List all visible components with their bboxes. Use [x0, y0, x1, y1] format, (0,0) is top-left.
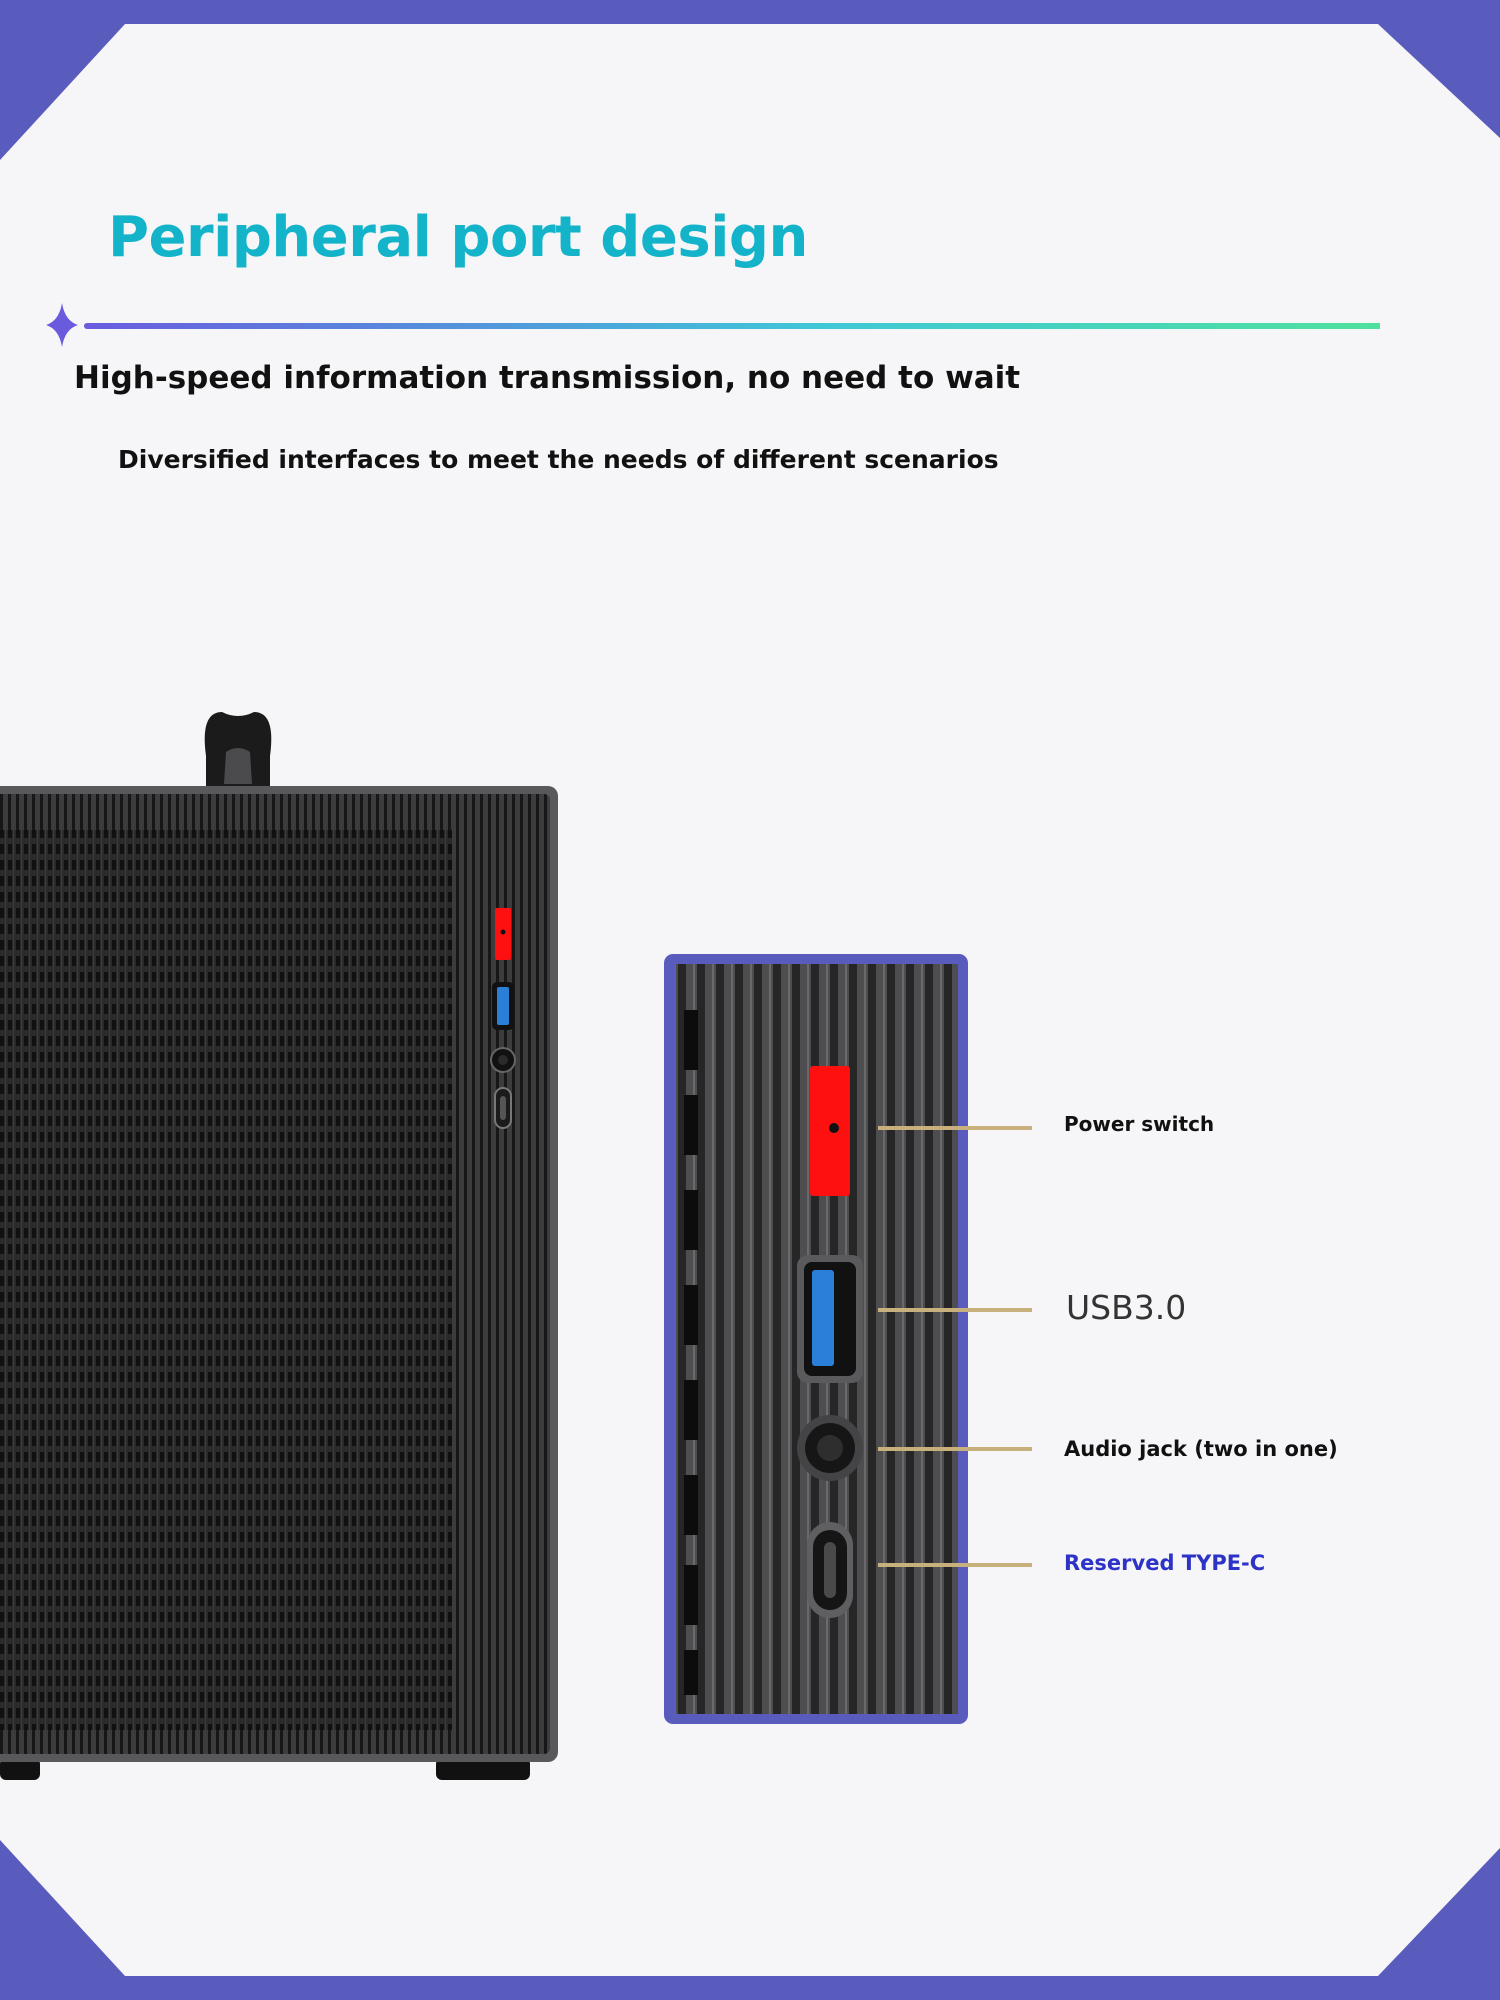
- mini-pc-case: [0, 700, 570, 1800]
- leader-line-typec: [878, 1563, 1032, 1567]
- leader-line-usb: [878, 1308, 1032, 1312]
- corner-top-right: [1375, 0, 1500, 138]
- port-leader-lines: [870, 1100, 1040, 1580]
- corner-bottom-left: [0, 1840, 125, 2000]
- leader-line-power: [878, 1126, 1032, 1130]
- label-power-switch: Power switch: [1064, 1112, 1215, 1136]
- page-title: Peripheral port design: [108, 205, 808, 270]
- corner-bottom-right: [1375, 1848, 1500, 2000]
- four-point-star-icon: [46, 303, 78, 347]
- gradient-divider: [40, 295, 1380, 355]
- leader-line-audio: [878, 1447, 1032, 1451]
- label-usb: USB3.0: [1066, 1288, 1187, 1327]
- page-subtext: Diversified interfaces to meet the needs of different scenarios: [118, 445, 999, 474]
- label-typec: Reserved TYPE-C: [1064, 1551, 1266, 1575]
- corner-top-left: [0, 0, 125, 160]
- page-subtitle: High-speed information transmission, no need to wait: [74, 360, 1021, 396]
- label-audio-jack: Audio jack (two in one): [1064, 1437, 1338, 1461]
